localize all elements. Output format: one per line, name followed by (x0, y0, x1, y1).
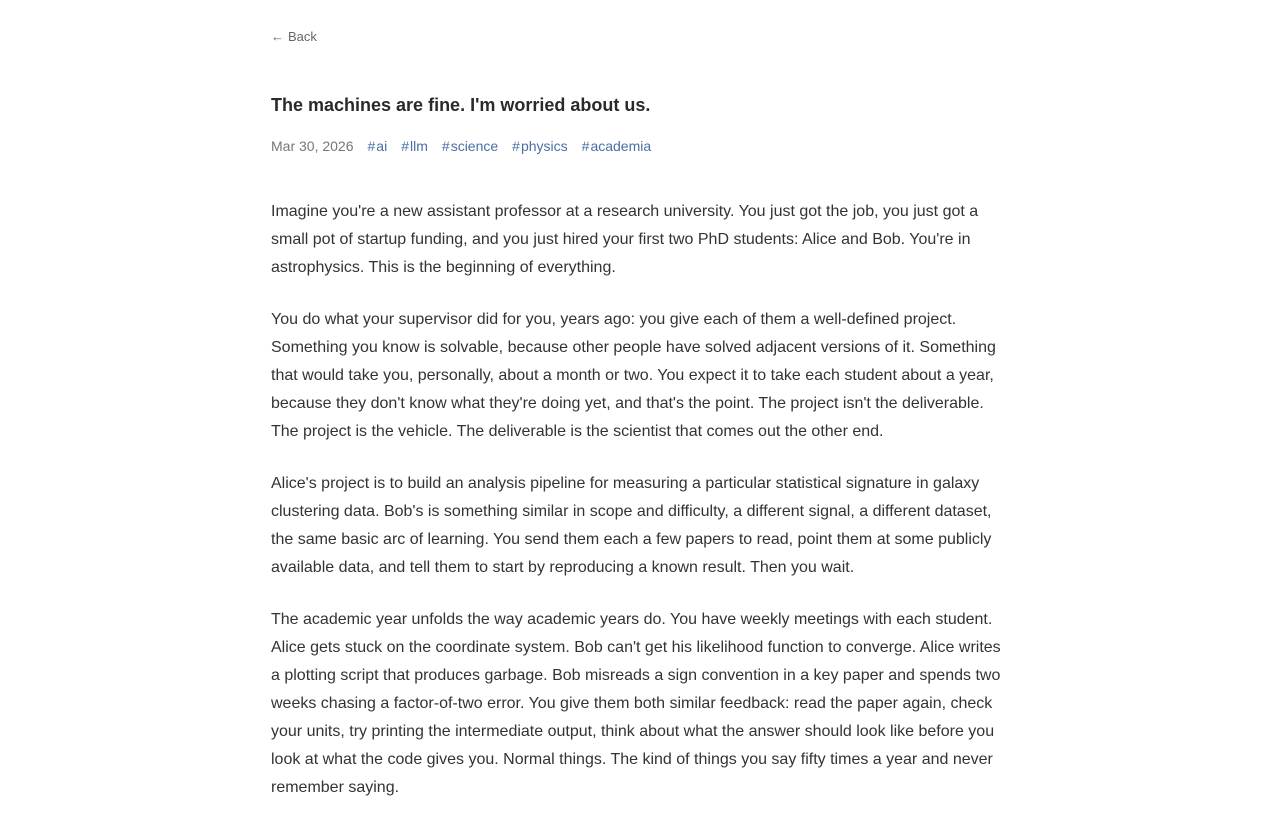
tag-ai[interactable] (368, 136, 388, 156)
paragraph: The academic year unfolds the way academic years do. You have weekly meetings with each student. Alice gets stuck on the coordinate system. Bob can't get his likelihood function to converge. Alice writes a plotting script that produces garbage. Bob misreads a sign convention in a key paper and spends two weeks chasing a factor-of-two error. You give them both similar feedback: read the paper again, check your units, try printing the intermediate output, think about what the answer should look like before you look at what the code gives you. Normal things. The kind of things you say fifty times a year and never remember saying. (271, 611, 1001, 796)
paragraph: Imagine you're a new assistant professor at a research university. You just got the job, you just got a small pot of startup funding, and you just hired your first two PhD students: Alice and Bob. You're in astrophysics. This is the beginning of everything. (271, 203, 979, 276)
tag-label: science (450, 138, 499, 154)
tag-academia[interactable] (582, 136, 652, 156)
tag-label: llm (410, 138, 428, 154)
hash-icon: # (401, 138, 409, 154)
post-title: The machines are fine. I'm worried about us. (271, 95, 651, 115)
back-link[interactable] (271, 28, 317, 46)
post-body (271, 198, 1011, 826)
post-meta (271, 136, 665, 156)
hash-icon: # (367, 138, 376, 154)
paragraph: You do what your supervisor did for you, years ago: you give each of them a well-defined project. Something you know is solvable, because other people have solved adjacent versions of it. Something that would take you, personally, about a month or two. You expect it to take each student about a year, because they don't know what they're doing yet, and that's the point. The project isn't the deliverable. The project is the vehicle. The deliverable is the scientist that comes out the other end. (271, 311, 996, 440)
tag-science[interactable] (442, 136, 498, 156)
hash-icon: # (512, 138, 520, 154)
tag-llm[interactable] (401, 136, 428, 156)
tag-physics[interactable] (512, 136, 567, 156)
tag-label: ai (376, 138, 388, 154)
tag-label: academia (590, 138, 652, 154)
back-label: Back (288, 29, 317, 44)
tag-label: physics (520, 138, 568, 154)
back-arrow-icon: ← (271, 29, 284, 44)
hash-icon: # (441, 138, 450, 154)
hash-icon: # (581, 138, 590, 154)
paragraph: Alice's project is to build an analysis pipeline for measuring a particular statistical signature in galaxy clustering data. Bob's is something similar in scope and difficulty, a different signal, a different dataset, the same basic arc of learning. You send them each a few papers to read, point them at some publicly available data, and tell them to start by reproducing a known result. Then you wait. (271, 475, 992, 576)
post-date: Mar 30, 2026 (271, 138, 354, 154)
